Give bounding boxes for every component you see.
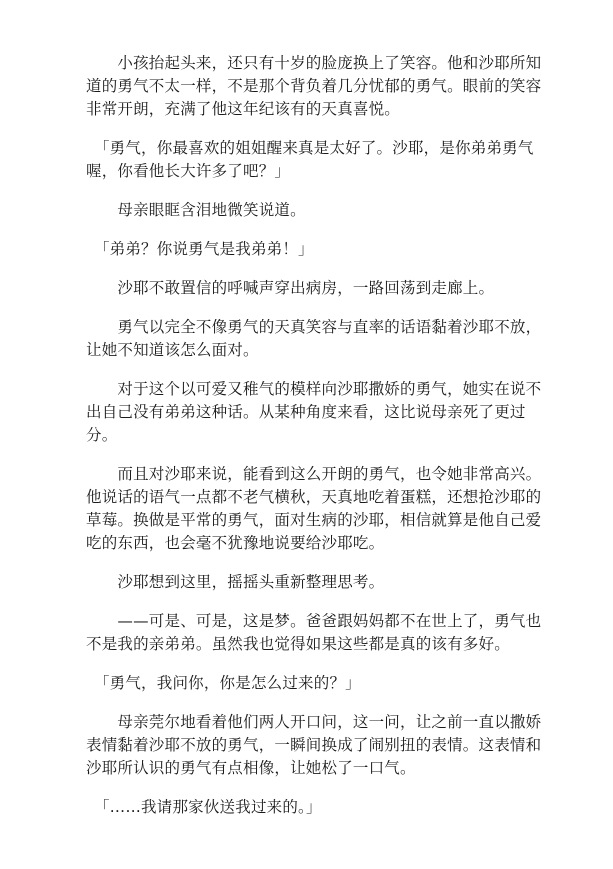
paragraph-12: 母亲莞尔地看着他们两人开口问，这一问，让之前一直以撒娇表情黏着沙耶不放的勇气，一瞬间换成了闹别扭的表情。这表情和沙耶所认识的勇气有点相像，让她松了一口气。: [86, 713, 542, 777]
paragraph-13: 「……我请那家伙送我过来的。」: [86, 798, 322, 816]
paragraph-3: 母亲眼眶含泪地微笑说道。: [86, 201, 306, 219]
paragraph-10: ——可是、可是，这是梦。爸爸跟妈妈都不在世上了，勇气也不是我的亲弟弟。虽然我也觉得如果这些都是真的该有多好。: [86, 612, 542, 653]
paragraph-9: 沙耶想到这里，摇摇头重新整理思考。: [86, 573, 385, 591]
paragraph-6: 勇气以完全不像勇气的天真笑容与直率的话语黏着沙耶不放，让她不知道该怎么面对。: [86, 318, 542, 359]
paragraph-4: 「弟弟？你说勇气是我弟弟！」: [86, 240, 314, 258]
paragraph-5: 沙耶不敢置信的呼喊声穿出病房，一路回荡到走廊上。: [86, 279, 495, 297]
paragraph-8: 而且对沙耶来说，能看到这么开朗的勇气，也令她非常高兴。他说话的语气一点都不老气横秋，天真地吃着蛋糕，还想抢沙耶的草莓。换做是平常的勇气，面对生病的沙耶，相信就算是他自己爱吃的东西，也会毫不犹豫地说要给沙耶吃。: [86, 465, 542, 552]
paragraph-11: 「勇气，我问你，你是怎么过来的？」: [86, 674, 361, 692]
paragraph-2: 「勇气，你最喜欢的姐姐醒来真是太好了。沙耶，是你弟弟勇气喔，你看他长大许多了吧？」: [86, 139, 534, 180]
paragraph-1: 小孩抬起头来，还只有十岁的脸庞换上了笑容。他和沙耶所知道的勇气不太一样，不是那个背负着几分忧郁的勇气。眼前的笑容非常开朗，充满了他这年纪该有的天真喜悦。: [86, 54, 542, 118]
paragraph-7: 对于这个以可爱又稚气的模样向沙耶撒娇的勇气，她实在说不出自己没有弟弟这种话。从某种角度来看，这比说母亲死了更过分。: [86, 380, 542, 444]
